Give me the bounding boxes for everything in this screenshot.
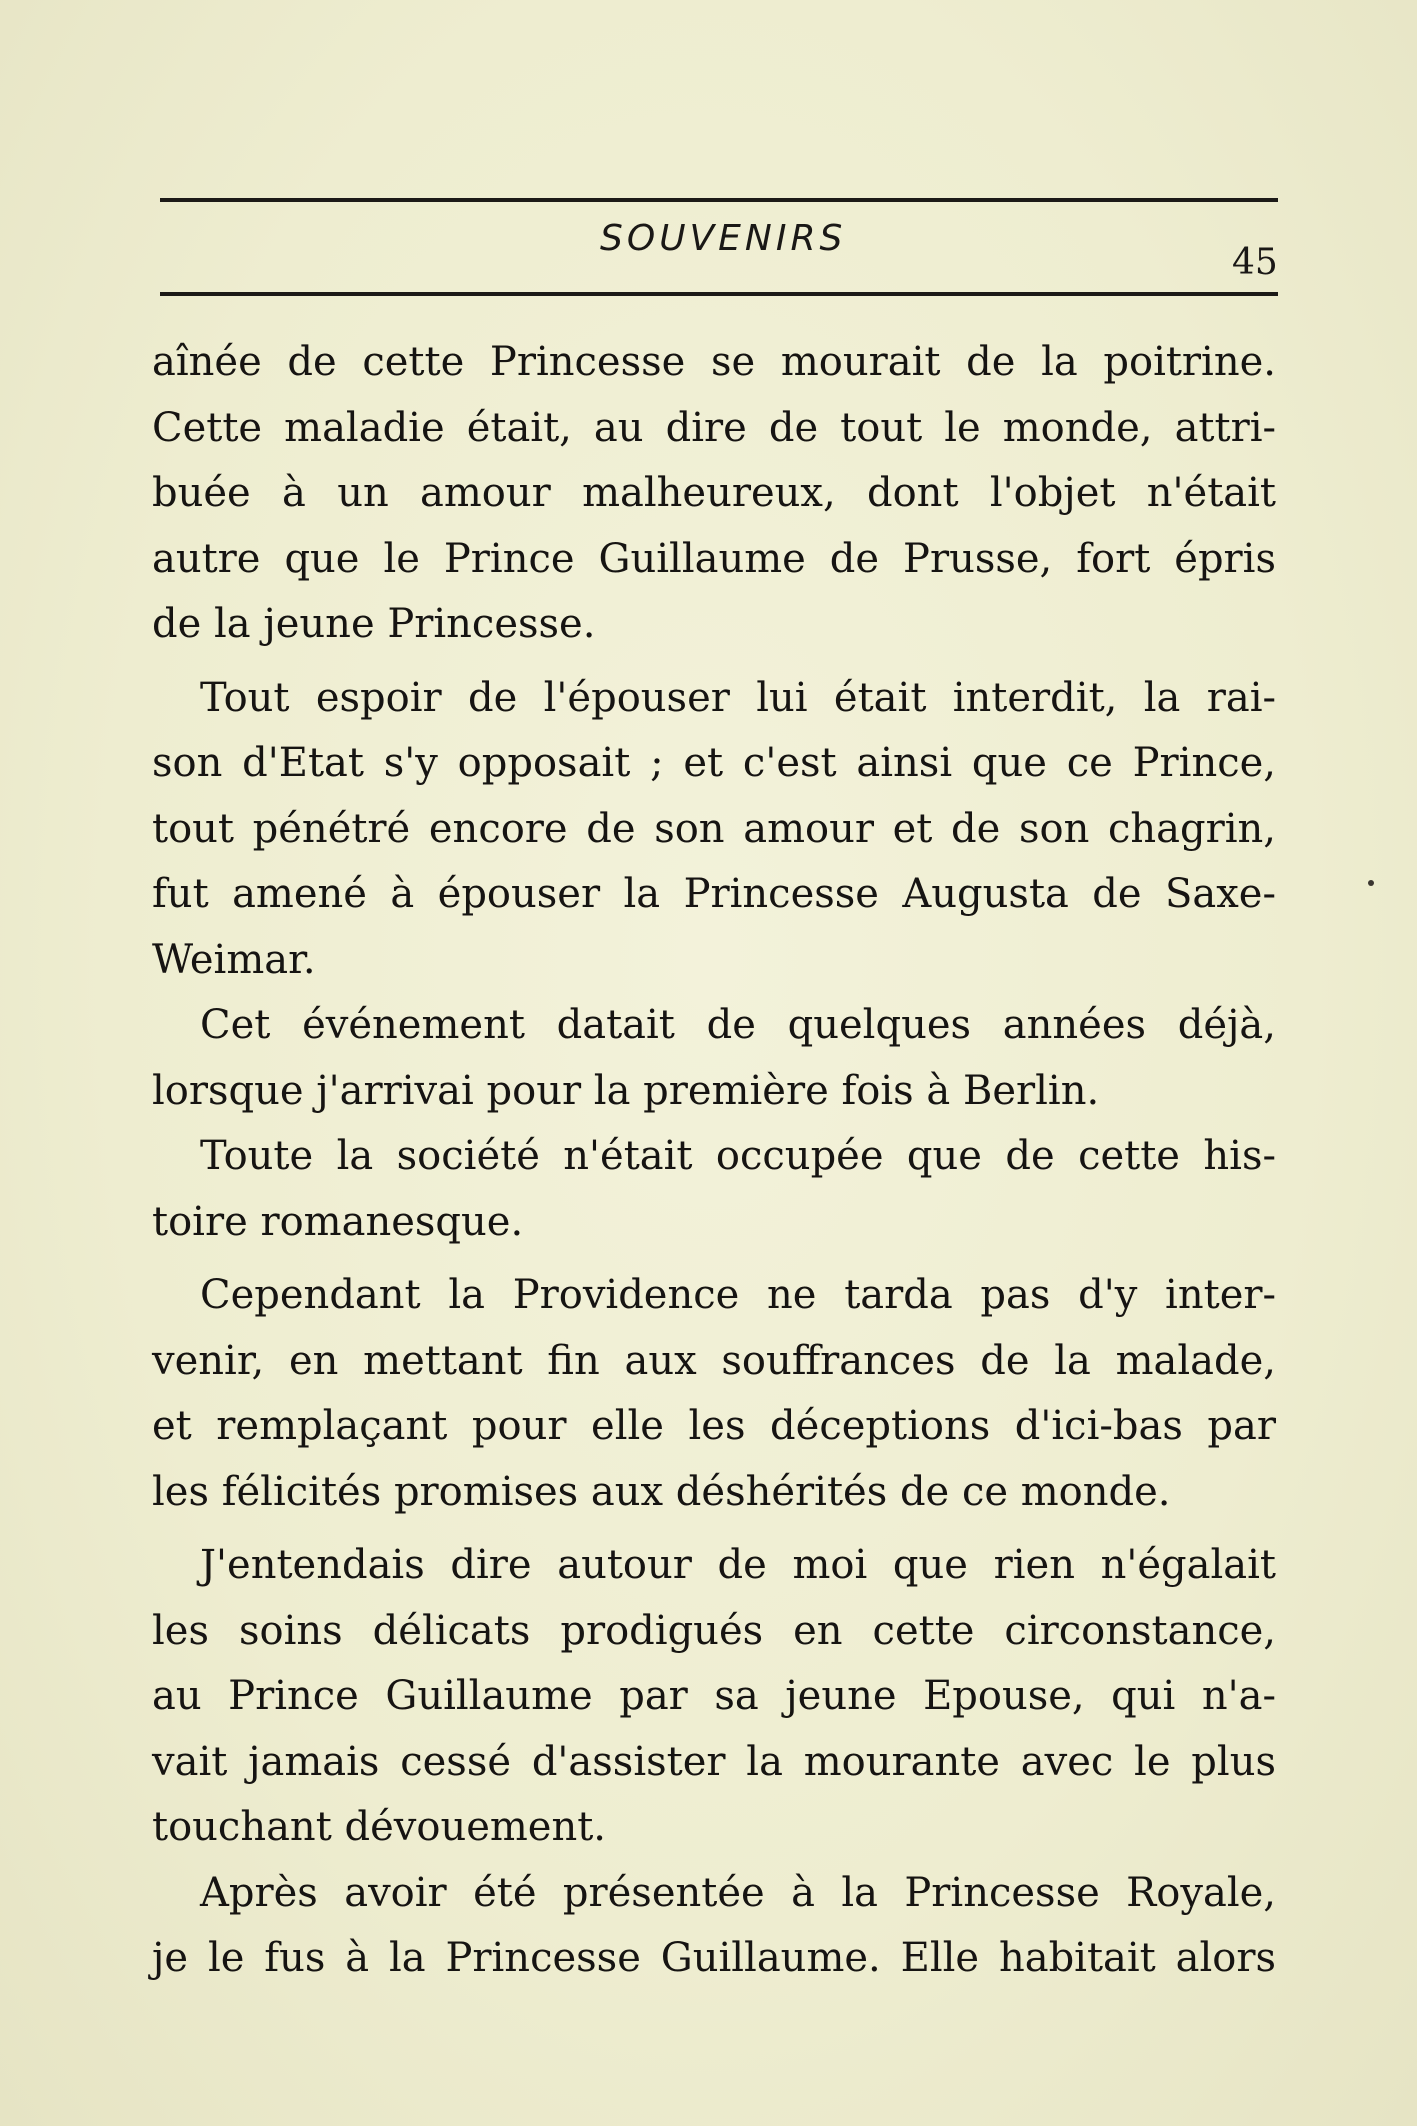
text-line: les félicités promises aux déshérités de ce monde. (152, 1468, 1171, 1515)
text-line: fut amené à épouser la Princesse Augusta de Saxe- (152, 871, 1276, 917)
text-line: autre que le Prince Guillaume de Prusse, fort épris (152, 535, 1276, 582)
text-line: Toute la société n'était occupée que de cette his- (200, 1133, 1276, 1179)
text-line: tout pénétré encore de son amour et de son chagrin, (152, 805, 1276, 852)
text-line: touchant dévouement. (152, 1804, 607, 1850)
text-line: Cette maladie était, au dire de tout le monde, attri- (152, 404, 1276, 451)
text-line: vait jamais cessé d'assister la mourante avec le plus (152, 1738, 1276, 1785)
text-line: de la jeune Princesse. (152, 601, 596, 647)
running-title: SOUVENIRS (600, 218, 847, 259)
text-line: et remplaçant pour elle les déceptions d'ici-bas par (152, 1403, 1276, 1449)
ink-speck (1368, 880, 1374, 886)
header-rule-bottom (160, 292, 1278, 296)
header-rule-top (160, 198, 1278, 202)
text-line: Tout espoir de l'épouser lui était interdit, la rai- (200, 674, 1276, 721)
text-line: Weimar. (152, 936, 316, 983)
text-line: son d'Etat s'y opposait ; et c'est ainsi que ce Prince, (152, 740, 1276, 786)
text-line: toire romanesque. (152, 1198, 524, 1245)
text-line: je le fus à la Princesse Guillaume. Elle habitait alors (152, 1935, 1276, 1981)
text-line: lorsque j'arrivai pour la première fois à Berlin. (152, 1067, 1100, 1114)
text-line: J'entendais dire autour de moi que rien n'égalait (200, 1542, 1276, 1588)
text-line: les soins délicats prodigués en cette circonstance, (152, 1607, 1276, 1654)
body-text (152, 330, 1276, 1992)
text-line: buée à un amour malheureux, dont l'objet n'était (152, 470, 1276, 516)
text-line: Après avoir été présentée à la Princesse Royale, (200, 1869, 1276, 1916)
page-number: 45 (1232, 242, 1278, 283)
text-line: Cependant la Providence ne tarda pas d'y inter- (200, 1272, 1276, 1318)
text-line: Cet événement datait de quelques années déjà, (200, 1002, 1276, 1048)
text-line: aînée de cette Princesse se mourait de la poitrine. (152, 339, 1276, 385)
text-line: venir, en mettant fin aux souffrances de la malade, (152, 1337, 1276, 1384)
text-line: au Prince Guillaume par sa jeune Epouse, qui n'a- (152, 1673, 1276, 1719)
